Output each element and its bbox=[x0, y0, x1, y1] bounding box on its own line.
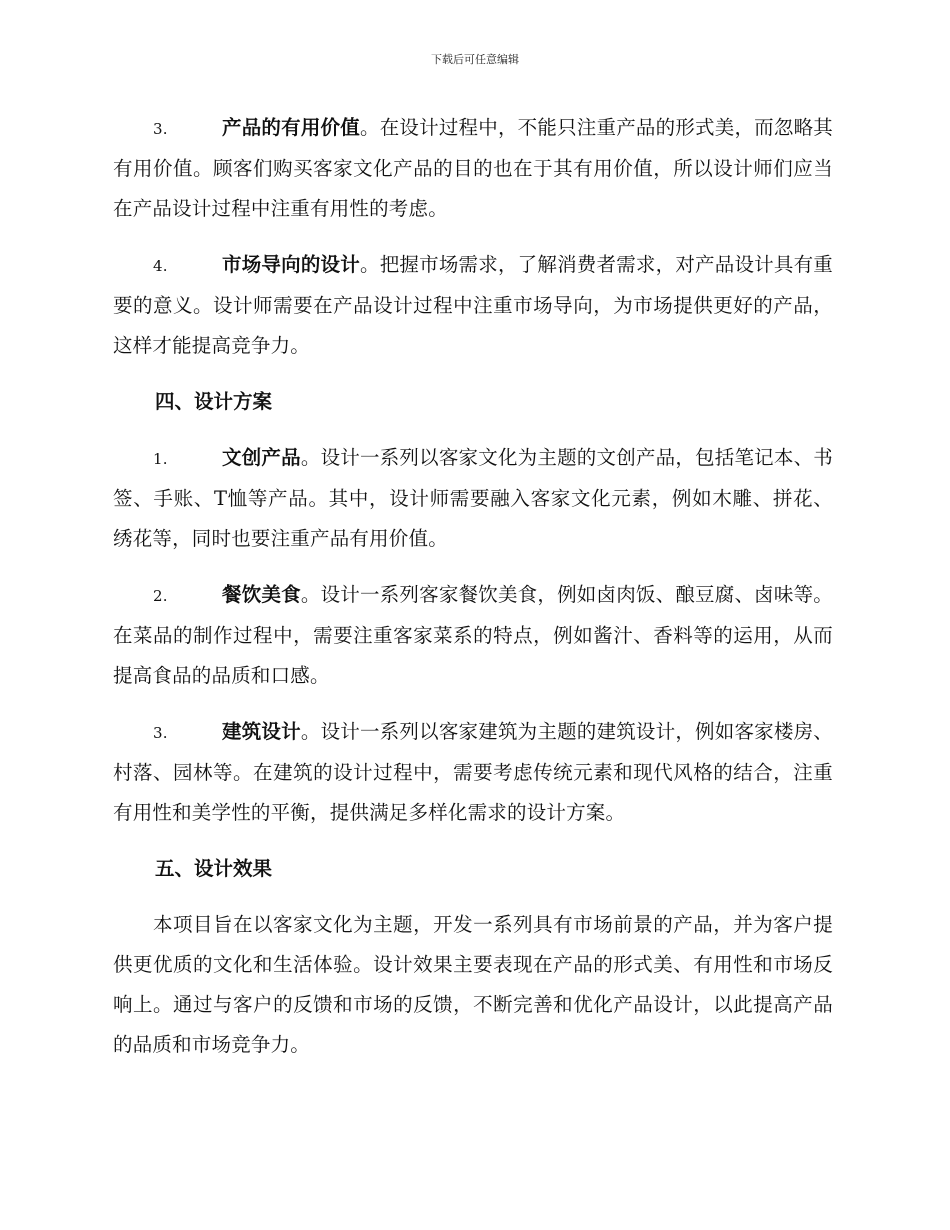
item-lead: 文创产品 bbox=[222, 446, 301, 469]
item-body: 。设计一系列客家餐饮美食，例如卤肉饭、酿豆腐、卤味等。在菜品的制作过程中，需要注重客家菜系的特点，例如酱汁、香料等的运用，从而提高食品的品质和口感。 bbox=[113, 583, 833, 687]
page-header: 下载后可任意编辑 bbox=[431, 53, 519, 66]
item-lead: 建筑设计 bbox=[222, 720, 301, 743]
section-heading-design-plan: 四、设计方案 bbox=[155, 390, 273, 413]
item-lead: 产品的有用价值 bbox=[222, 116, 360, 139]
item-number: 3. bbox=[153, 724, 168, 742]
list-item-cultural-products bbox=[113, 438, 833, 559]
item-body: 。把握市场需求，了解消费者需求，对产品设计具有重要的意义。设计师需要在产品设计过程中注重市场导向，为市场提供更好的产品，这样才能提高竞争力。 bbox=[113, 253, 833, 357]
item-number: 2. bbox=[153, 587, 168, 605]
item-lead: 餐饮美食 bbox=[222, 583, 301, 606]
document-body bbox=[113, 108, 833, 1081]
list-item-catering bbox=[113, 575, 833, 696]
paragraph-design-effect: 本项目旨在以客家文化为主题，开发一系列具有市场前景的产品，并为客户提供更优质的文化和生活体验。设计效果主要表现在产品的形式美、有用性和市场反响上。通过与客户的反馈和市场的反馈，不断完善和优化产品设计，以此提高产品的品质和市场竞争力。 bbox=[113, 913, 833, 1056]
item-body: 。在设计过程中，不能只注重产品的形式美，而忽略其有用价值。顾客们购买客家文化产品的目的也在于其有用价值，所以设计师们应当在产品设计过程中注重有用性的考虑。 bbox=[113, 116, 833, 220]
list-item-market-oriented bbox=[113, 245, 833, 366]
item-body: 。设计一系列以客家文化为主题的文创产品，包括笔记本、书签、手账、T恤等产品。其中，设计师需要融入客家文化元素，例如木雕、拼花、绣花等，同时也要注重产品有用价值。 bbox=[113, 446, 833, 550]
item-number: 1. bbox=[153, 450, 168, 468]
item-number: 3. bbox=[153, 120, 168, 138]
item-lead: 市场导向的设计 bbox=[222, 253, 360, 276]
item-number: 4. bbox=[153, 257, 168, 275]
item-body: 。设计一系列以客家建筑为主题的建筑设计，例如客家楼房、村落、园林等。在建筑的设计过程中，需要考虑传统元素和现代风格的结合，注重有用性和美学性的平衡，提供满足多样化需求的设计方案。 bbox=[113, 720, 833, 824]
list-item-architecture bbox=[113, 712, 833, 833]
section-heading-design-effect: 五、设计效果 bbox=[155, 857, 273, 880]
list-item-useful-value bbox=[113, 108, 833, 229]
